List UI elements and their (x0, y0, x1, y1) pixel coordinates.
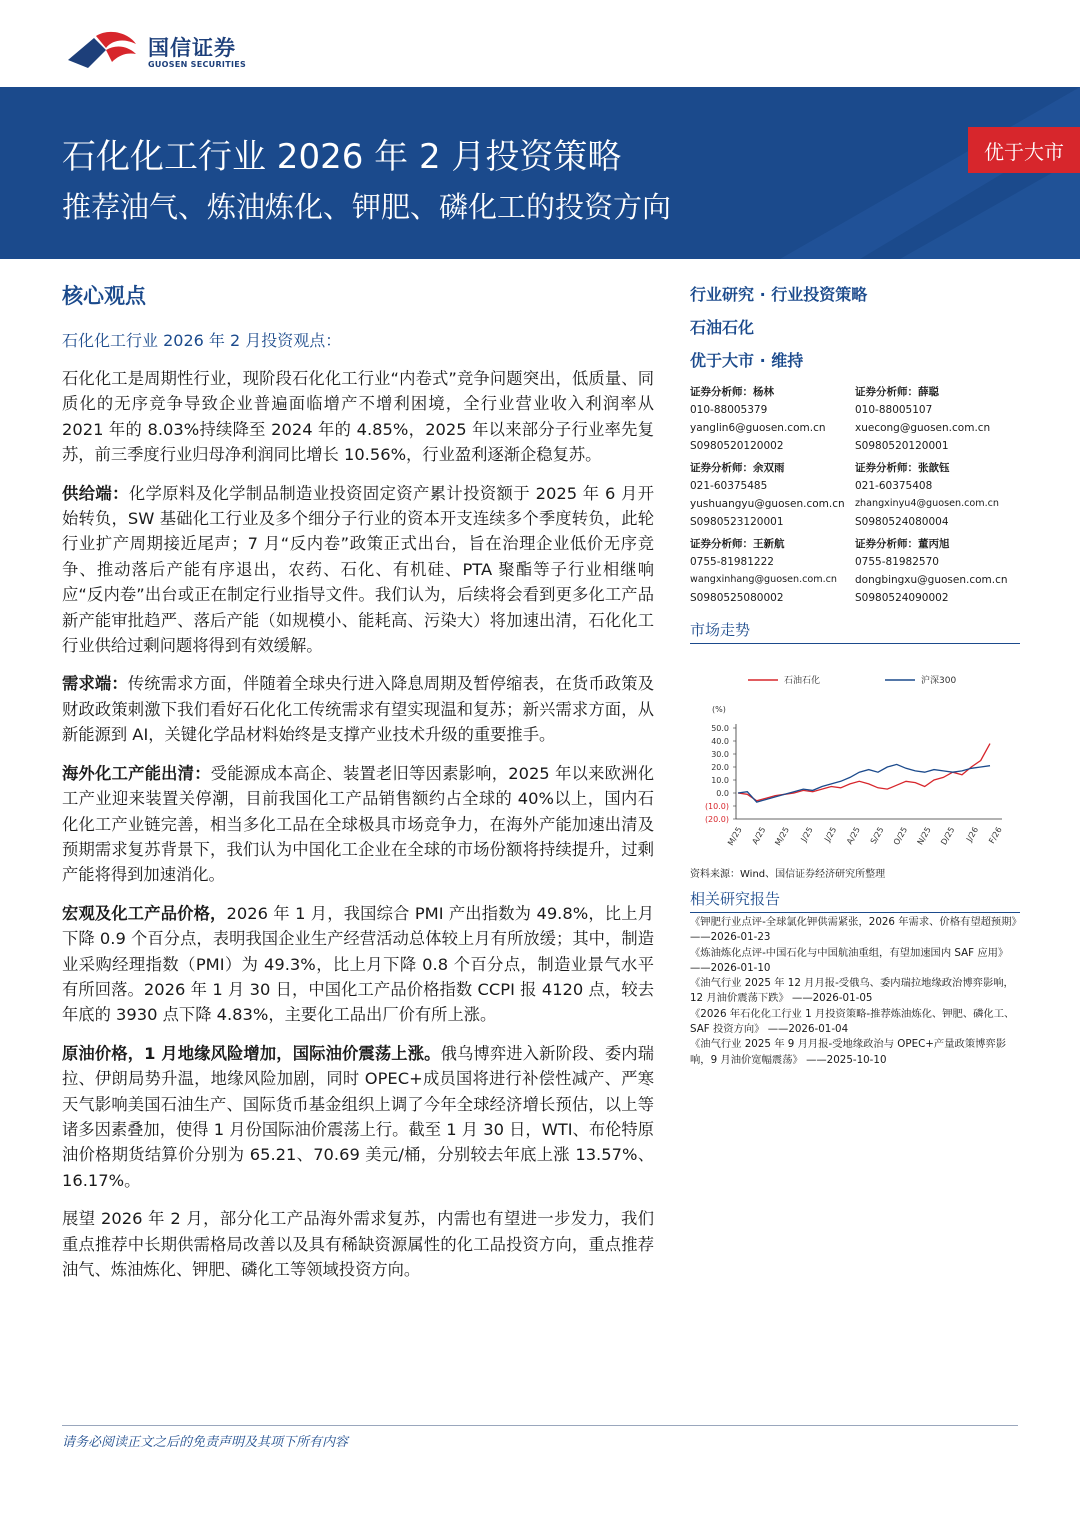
x-tick-label: N/25 (915, 825, 933, 847)
x-tick-label: F/26 (987, 825, 1004, 846)
x-tick-label: D/25 (939, 825, 957, 847)
analyst-card: 证券分析师：王新航 0755-81981222 wangxinhang@guosen.com.cn S0980525080002 (690, 538, 838, 604)
x-tick-label: A/25 (844, 825, 862, 846)
section-title: 核心观点 (62, 284, 146, 308)
main-body (62, 366, 654, 1295)
analyst-card: 证券分析师：余双雨 021-60375485 yushuangyu@guosen.com.cn S0980523120001 (690, 462, 845, 528)
analyst-card: 证券分析师：张歆钰 021-60375408 zhangxinyu4@guosen.com.cn S0980524080004 (855, 462, 1000, 528)
y-tick-label: 50.0 (711, 724, 729, 733)
report-link[interactable]: 《钾肥行业点评-全球氯化钾供需紧张，2026 年需求、价格有望超预期》 ——2026-01-23 (690, 916, 1022, 944)
paragraph-supply: 供给端：化学原料及化学制品制造业投资固定资产累计投资额于 2025 年 6 月开始转负，SW 基础化工行业及多个细分子行业的资本开支连续多个季度转负，此轮行业扩产周期接近尾声；7 月“反内卷”政策正式出台，旨在治理企业低价无序竞争、推动落后产能有序退出，农药、石化、有机硅、PTA 聚酯等子行业相继响应“反内卷”出台或正在制定行业指导文件。我们认为，后续将会看到更多化工产品新产能审批趋严、落后产能（如规模小、能耗高、污染大）将加速出清，石化化工行业供给过剩问题将得到有效缓解。 (62, 483, 654, 656)
y-axis-unit: (%) (712, 705, 726, 714)
x-tick-label: A/25 (750, 825, 768, 846)
x-tick-label: M/25 (773, 825, 792, 848)
report-link[interactable]: 《2026 年石化化工行业 1 月投资策略-推荐炼油炼化、钾肥、磷化工、SAF 投资方向》 ——2026-01-04 (690, 1007, 1015, 1036)
paragraph-demand: 需求端：传统需求方面，伴随着全球央行进入降息周期及暂停缩表，在货币政策及财政政策刺激下我们看好石化化工传统需求有望实现温和复苏；新兴需求方面，从新能源到 AI，关键化学品材料始终是支撑产业技术升级的重要推手。 (62, 674, 654, 745)
x-tick-label: J/25 (822, 825, 839, 844)
x-tick-label: J/26 (964, 825, 981, 844)
brand-logo (66, 30, 266, 75)
rating-maintain: 优于大市 · 维持 (690, 351, 804, 370)
report-category: 行业研究 · 行业投资策略 (690, 285, 868, 304)
paragraph-oil: 原油价格，1 月地缘风险增加，国际油价震荡上涨。俄乌博弈进入新阶段、委内瑞拉、伊朗局势升温，地缘风险加剧，同时 OPEC+成员国将进行补偿性减产、严寒天气影响美国石油生产、国际货币基金组织上调了今年全球经济增长预估，以上等诸多因素叠加，使得 1 月份国际油价震荡上行。截至 1 月 30 日，WTI、布伦特原油价格期货结算价分别为 65.21、70.69 美元/桶，分别较去年底上涨 13.57%、16.17%。 (62, 1043, 654, 1190)
y-tick-label: 10.0 (711, 776, 729, 785)
footer-disclaimer: 请务必阅读正文之后的免责声明及其项下所有内容 (62, 1435, 349, 1450)
y-tick-label: (20.0) (704, 815, 729, 824)
y-tick-label: 40.0 (711, 737, 729, 746)
legend-label: 沪深300 (921, 676, 957, 686)
chart-source: 资料来源：Wind、国信证券经济研究所整理 (690, 869, 886, 880)
analyst-card: 证券分析师：薛聪 010-88005107 xuecong@guosen.com.cn S0980520120001 (855, 386, 991, 452)
guosen-logo-icon (66, 30, 140, 72)
paragraph-macro: 宏观及化工产品价格，2026 年 1 月，我国综合 PMI 产出指数为 49.8%，比上月下降 0.9 个百分点，表明我国企业生产经营活动总体较上月有所放缓；其中，制造业采购经理指数（PMI）为 49.3%，比上月下降 0.8 个百分点，制造业景气水平有所回落。2026 年 1 月 30 日，中国化工产品价格指数 CCPI 报 4120 点，较去年底的 3930 点下降 4.83%，主要化工品出厂价有所上涨。 (62, 903, 654, 1025)
brand-name-en: GUOSEN SECURITIES (148, 60, 247, 69)
y-tick-label: 30.0 (711, 750, 729, 759)
sidebar (690, 282, 1020, 604)
rating-badge: 优于大市 (968, 127, 1080, 173)
industry-name: 石油石化 (690, 318, 755, 337)
brand-name-cn: 国信证券 (148, 36, 236, 60)
footer-divider (62, 1425, 1018, 1426)
report-link[interactable]: 《油气行业 2025 年 12 月月报-受俄乌、委内瑞拉地缘政治博弈影响，12 月油价震荡下跌》 ——2026-01-05 (690, 977, 1014, 1005)
y-tick-label: 20.0 (711, 763, 729, 772)
y-tick-label: (10.0) (704, 802, 729, 811)
title-banner (0, 87, 1080, 259)
analyst-card: 证券分析师：董丙旭 0755-81982570 dongbingxu@guosen.com.cn S0980524090002 (855, 538, 1008, 604)
report-subtitle: 推荐油气、炼油炼化、钾肥、磷化工的投资方向 (62, 190, 672, 224)
report-title: 石化化工行业 2026 年 2 月投资策略 (62, 137, 622, 177)
y-tick-label: 0.0 (716, 789, 729, 798)
x-tick-label: J/25 (799, 825, 815, 844)
legend-label: 石油石化 (784, 676, 821, 686)
report-link[interactable]: 《炼油炼化点评-中国石化与中国航油重组，有望加速国内 SAF 应用》 ——2026-01-10 (690, 946, 1009, 974)
related-reports-list (690, 915, 1022, 1068)
paragraph-intro: 石化化工是周期性行业，现阶段石化化工行业“内卷式”竞争问题突出，低质量、同质化的无序竞争导致企业普遍面临增产不增利困境，全行业营业收入利润率从 2021 年的 8.03%持续降至 2024 年的 4.85%，2025 年以来部分子行业率先复苏，前三季度行业归母净利润同比增长 10.56%，行业盈利逐渐企稳复苏。 (62, 369, 654, 465)
sub-heading: 石化化工行业 2026 年 2 月投资观点： (62, 331, 342, 350)
x-tick-label: M/25 (726, 825, 744, 848)
x-tick-label: O/25 (891, 825, 910, 847)
report-link[interactable]: 《油气行业 2025 年 9 月月报-受地缘政治与 OPEC+产量政策博弈影响，9 月油价宽幅震荡》 ——2025-10-10 (690, 1038, 1007, 1066)
x-tick-label: S/25 (868, 825, 886, 846)
market-trend-title: 市场走势 (690, 619, 1020, 644)
paragraph-outlook: 展望 2026 年 2 月，部分化工产品海外需求复苏，内需也有望进一步发力，我们重点推荐中长期供需格局改善以及具有稀缺资源属性的化工品投资方向，重点推荐油气、炼油炼化、钾肥、磷化工等领域投资方向。 (62, 1209, 654, 1279)
related-reports-title: 相关研究报告 (690, 888, 1020, 913)
paragraph-overseas: 海外化工产能出清：受能源成本高企、装置老旧等因素影响，2025 年以来欧洲化工产业迎来装置关停潮，目前我国化工产品销售额约占全球的 40%以上，国内石化化工产业链完善，相当多化工品在全球极具市场竞争力，在海外产能加速出清及预期需求复苏背景下，我们认为中国化工企业在全球的市场份额将持续提升，过剩产能将得到加速消化。 (62, 763, 654, 885)
market-trend-chart (690, 664, 1020, 864)
analyst-card: 证券分析师：杨林 010-88005379 yanglin6@guosen.com.cn S0980520120002 (690, 386, 826, 452)
